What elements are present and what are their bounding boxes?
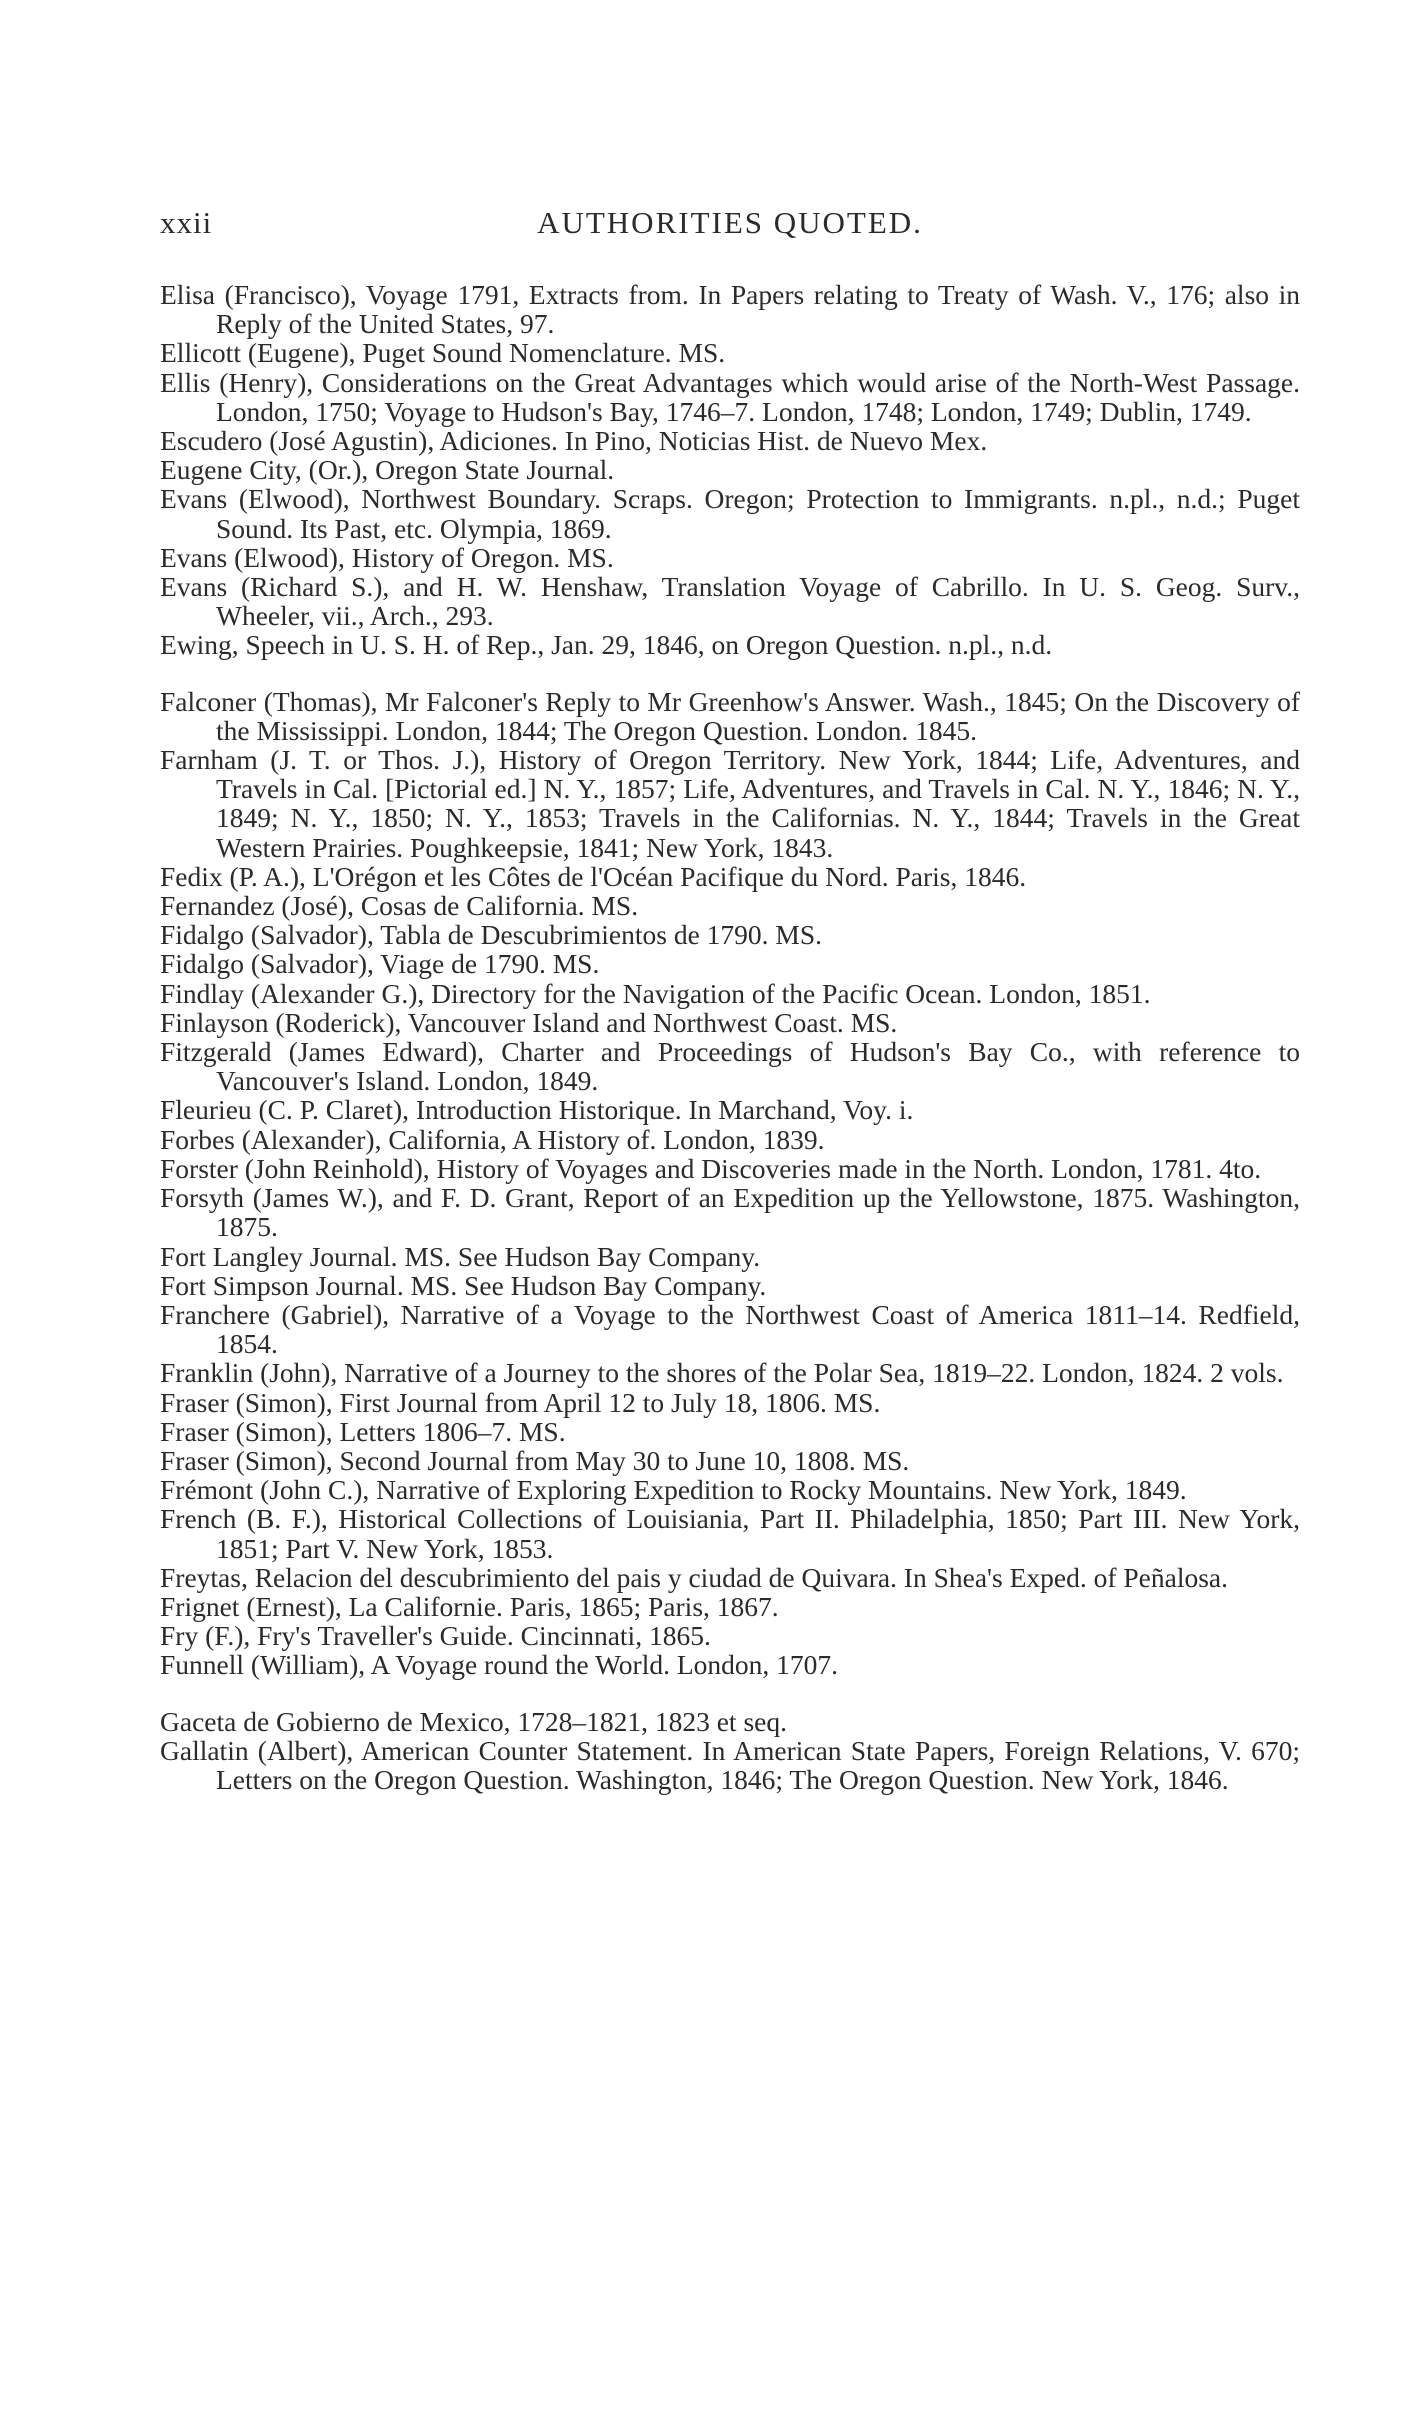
entry-group-f (160, 687, 1300, 1680)
bibliography-entry: Evans (Richard S.), and H. W. Henshaw, Translation Voyage of Cabrillo. In U. S. Geog. Surv., Wheeler, vii., Arch., 293. (160, 571, 1300, 632)
entry-group-g (160, 1707, 1300, 1795)
bibliography-entry: Forster (John Reinhold), History of Voyages and Discoveries made in the North. London, 1781. 4to. (160, 1152, 1262, 1184)
bibliography-entry: Franklin (John), Narrative of a Journey to the shores of the Polar Sea, 1819–22. London, 1824. 2 vols. (160, 1357, 1284, 1389)
bibliography-entry: Forsyth (James W.), and F. D. Grant, Report of an Expedition up the Yellowstone, 1875. Washington, 1875. (160, 1182, 1300, 1243)
bibliography-entry: Ellicott (Eugene), Puget Sound Nomenclature. MS. (160, 337, 726, 369)
bibliography-entry: Frémont (John C.), Narrative of Exploring Expedition to Rocky Mountains. New York, 1849. (160, 1474, 1187, 1506)
bibliography-entry: Fidalgo (Salvador), Viage de 1790. MS. (160, 948, 600, 980)
bibliography-entry: Ewing, Speech in U. S. H. of Rep., Jan. 29, 1846, on Oregon Question. n.pl., n.d. (160, 629, 1053, 661)
bibliography-entry: Funnell (William), A Voyage round the World. London, 1707. (160, 1649, 839, 1681)
bibliography-entry: Fort Simpson Journal. MS. See Hudson Bay Company. (160, 1269, 767, 1301)
bibliography-entry: Evans (Elwood), History of Oregon. MS. (160, 541, 614, 573)
bibliography-entry: Fidalgo (Salvador), Tabla de Descubrimientos de 1790. MS. (160, 919, 823, 951)
bibliography-entry: Franchere (Gabriel), Narrative of a Voyage to the Northwest Coast of America 1811–14. Redfield, 1854. (160, 1298, 1300, 1360)
bibliography-entry: Elisa (Francisco), Voyage 1791, Extracts from. In Papers relating to Treaty of Wash. V., 176; also in Reply of the United States, 97. (160, 279, 1300, 340)
bibliography-entry: Forbes (Alexander), California, A History of. London, 1839. (160, 1123, 825, 1155)
bibliography-entry: Fraser (Simon), Second Journal from May 30 to June 10, 1808. MS. (160, 1444, 910, 1476)
bibliography-list (160, 280, 1300, 1821)
bibliography-entry: Fraser (Simon), First Journal from April 12 to July 18, 1806. MS. (160, 1386, 881, 1418)
bibliography-entry: Gallatin (Albert), American Counter Statement. In American State Papers, Foreign Relations, V. 670; Letters on the Oregon Question. Washington, 1846; The Oregon Question. New York, 1846. (160, 1734, 1300, 1795)
bibliography-entry: Fraser (Simon), Letters 1806–7. MS. (160, 1415, 566, 1447)
bibliography-entry: French (B. F.), Historical Collections of Louisiania, Part II. Philadelphia, 1850; Part III. New York, 1851; Part V. New York, 1853. (160, 1503, 1300, 1564)
bibliography-entry: Gaceta de Gobierno de Mexico, 1728–1821, 1823 et seq. (160, 1705, 787, 1737)
running-title: AUTHORITIES QUOTED. (537, 205, 923, 240)
bibliography-entry: Finlayson (Roderick), Vancouver Island and Northwest Coast. MS. (160, 1006, 898, 1038)
bibliography-entry: Fernandez (José), Cosas de California. MS. (160, 890, 639, 922)
page-number: xxii (160, 205, 213, 240)
bibliography-entry: Freytas, Relacion del descubrimiento del pais y ciudad de Quivara. In Shea's Exped. of Peñalosa. (160, 1561, 1228, 1593)
bibliography-entry: Findlay (Alexander G.), Directory for the Navigation of the Pacific Ocean. London, 1851. (160, 977, 1151, 1009)
bibliography-entry: Farnham (J. T. or Thos. J.), History of Oregon Territory. New York, 1844; Life, Adventures, and Travels in Cal. [Pictorial ed.] N. Y., 1857; Life, Adventures, and Travels in Cal. N. Y., 1846; N. Y., 1849; N. Y., 1850; N. Y., 1853; Travels in the Californias. N. Y., 1844; Travels in the Great Western Prairies. Poughkeepsie, 1841; New York, 1843. (160, 744, 1300, 863)
bibliography-entry: Ellis (Henry), Considerations on the Great Advantages which would arise of the North-West Passage. London, 1750; Voyage to Hudson's Bay, 1746–7. London, 1748; London, 1749; Dublin, 1749. (160, 366, 1300, 427)
bibliography-entry: Fleurieu (C. P. Claret), Introduction Historique. In Marchand, Voy. i. (160, 1094, 914, 1126)
bibliography-entry: Frignet (Ernest), La Californie. Paris, 1865; Paris, 1867. (160, 1590, 779, 1622)
bibliography-entry: Evans (Elwood), Northwest Boundary. Scraps. Oregon; Protection to Immigrants. n.pl., n.d.; Puget Sound. Its Past, etc. Olympia, 1869. (160, 483, 1300, 544)
bibliography-entry: Fry (F.), Fry's Traveller's Guide. Cincinnati, 1865. (160, 1620, 711, 1652)
bibliography-entry: Escudero (José Agustin), Adiciones. In Pino, Noticias Hist. de Nuevo Mex. (160, 425, 988, 457)
bibliography-entry: Fitzgerald (James Edward), Charter and Proceedings of Hudson's Bay Co., with reference to Vancouver's Island. London, 1849. (160, 1036, 1300, 1097)
bibliography-entry: Fort Langley Journal. MS. See Hudson Bay Company. (160, 1240, 761, 1272)
bibliography-entry: Eugene City, (Or.), Oregon State Journal. (160, 454, 615, 486)
page-header (160, 205, 1300, 255)
entry-group-e (160, 280, 1300, 660)
bibliography-entry: Fedix (P. A.), L'Orégon et les Côtes de l'Océan Pacifique du Nord. Paris, 1846. (160, 860, 1027, 892)
bibliography-entry: Falconer (Thomas), Mr Falconer's Reply to Mr Greenhow's Answer. Wash., 1845; On the Discovery of the Mississippi. London, 1844; The Oregon Question. London. 1845. (160, 685, 1300, 746)
